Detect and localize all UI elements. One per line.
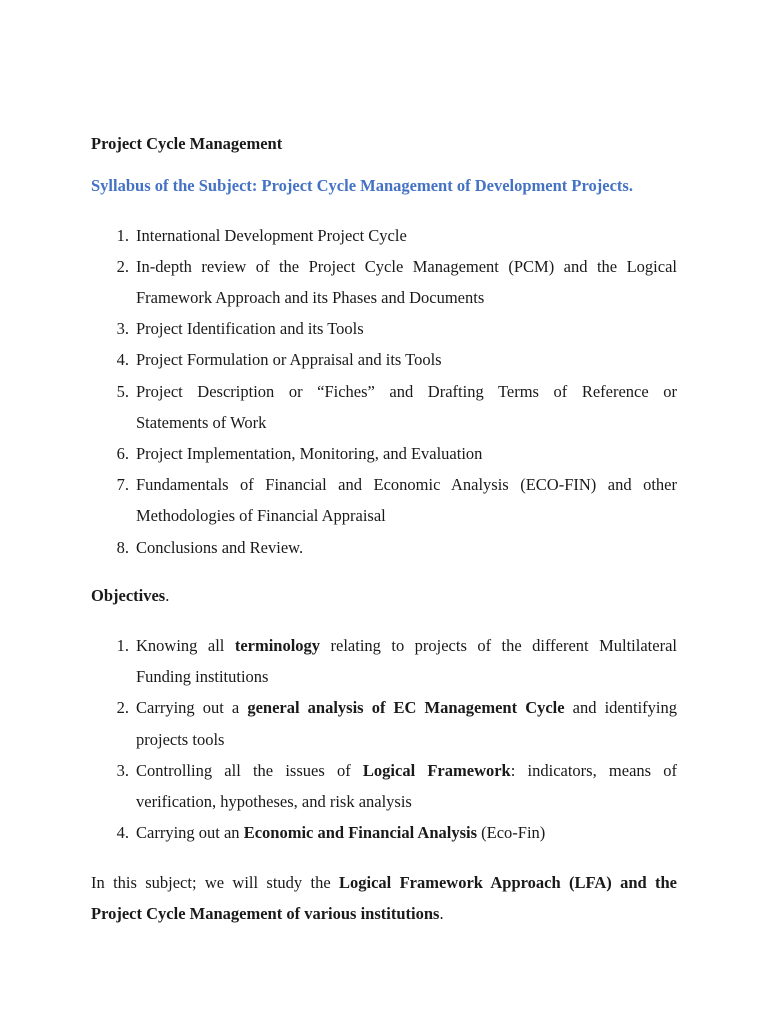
bold-text-run: Logical Framework Approach (LFA) and the [339, 873, 677, 892]
text-run: relating to projects of the different Multilateral [320, 636, 677, 655]
list-item-text: Project Description or “Fiches” and Drafting Terms of Reference or [136, 382, 677, 401]
list-number: 3. [116, 761, 129, 780]
text-run: : indicators, means of [510, 761, 678, 780]
list-item-text: International Development Project Cycle [136, 226, 407, 245]
list-number: 2. [116, 257, 129, 276]
list-number: 5. [116, 382, 129, 401]
list-item-text: Conclusions and Review. [136, 538, 304, 557]
list-number: 4. [116, 823, 129, 842]
list-item-text-continued: Framework Approach and its Phases and Documents [136, 288, 485, 307]
text-run: and identifying [564, 698, 678, 717]
list-item-text [136, 761, 677, 781]
document-title: Project Cycle Management [91, 134, 283, 153]
text-run: Knowing all [136, 636, 235, 655]
list-item-text: Project Identification and its Tools [136, 319, 364, 338]
list-number: 4. [116, 350, 129, 369]
text-run: (Eco-Fin) [477, 823, 546, 842]
text-run: Controlling all the issues of [136, 761, 363, 780]
paragraph-line [91, 873, 677, 893]
text-run: Carrying out an [136, 823, 244, 842]
list-number: 3. [116, 319, 129, 338]
list-item-text-continued: Methodologies of Financial Appraisal [136, 506, 386, 525]
list-item-text [136, 636, 677, 656]
objectives-heading-text: Objectives [91, 586, 166, 605]
text-run: . [439, 904, 444, 923]
list-item-text-continued: verification, hypotheses, and risk analysis [136, 792, 412, 811]
list-item-text: Project Implementation, Monitoring, and Evaluation [136, 444, 483, 463]
list-number: 1. [116, 226, 129, 245]
list-item-text [136, 698, 677, 718]
list-item-text [136, 823, 677, 843]
list-number: 6. [116, 444, 129, 463]
bold-text-run: Economic and Financial Analysis [243, 823, 478, 842]
list-number: 8. [116, 538, 129, 557]
bold-text-run: terminology [234, 636, 321, 655]
list-item-text-continued: Funding institutions [136, 667, 269, 686]
text-run: Carrying out a [136, 698, 248, 717]
bold-text-run: Logical Framework [362, 761, 511, 780]
objectives-heading-period: . [165, 586, 170, 605]
list-number: 7. [116, 475, 129, 494]
list-item-text-continued: projects tools [136, 730, 225, 749]
bold-text-run: general analysis of EC Management Cycle [247, 698, 565, 717]
list-number: 2. [116, 698, 129, 717]
syllabus-heading: Syllabus of the Subject: Project Cycle Management of Development Projects. [91, 176, 633, 195]
list-item-text-continued: Statements of Work [136, 413, 267, 432]
bold-text-run: Project Cycle Management of various institutions [91, 904, 440, 923]
objectives-heading [91, 586, 169, 606]
list-item-text: Project Formulation or Appraisal and its Tools [136, 350, 442, 369]
list-item-text: Fundamentals of Financial and Economic Analysis (ECO-FIN) and other [136, 475, 677, 494]
list-item-text: In-depth review of the Project Cycle Management (PCM) and the Logical [136, 257, 677, 276]
paragraph-line [91, 904, 677, 924]
text-run: In this subject; we will study the [91, 873, 339, 892]
list-number: 1. [116, 636, 129, 655]
